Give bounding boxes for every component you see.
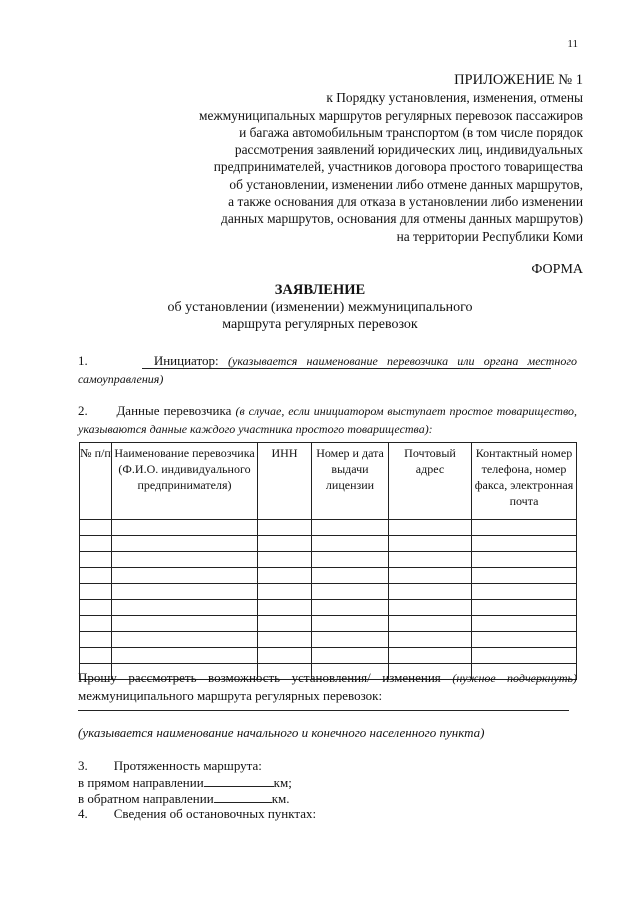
table-cell[interactable] — [112, 648, 258, 664]
section-number: 3. — [78, 758, 88, 773]
title-main: ЗАЯВЛЕНИЕ — [274, 282, 366, 298]
table-row — [80, 584, 577, 600]
table-cell[interactable] — [80, 584, 112, 600]
table-cell[interactable] — [472, 568, 577, 584]
route-endpoints-field[interactable] — [78, 710, 569, 711]
forward-length-row — [78, 774, 292, 791]
request-text-end: межмуниципального маршрута регулярных перевозок: — [78, 688, 383, 703]
table-row — [80, 536, 577, 552]
table-cell[interactable] — [258, 568, 312, 584]
reverse-label: в обратном направлении — [78, 791, 214, 806]
annex-line: к Порядку установления, изменения, отмены — [326, 90, 583, 106]
table-cell[interactable] — [472, 600, 577, 616]
table-cell[interactable] — [258, 632, 312, 648]
table-cell[interactable] — [472, 616, 577, 632]
table-cell[interactable] — [80, 536, 112, 552]
table-row — [80, 520, 577, 536]
annex-line: предпринимателей, участников договора простого товарищества — [213, 159, 583, 175]
table-cell[interactable] — [389, 648, 472, 664]
table-cell[interactable] — [258, 584, 312, 600]
table-cell[interactable] — [472, 584, 577, 600]
table-cell[interactable] — [472, 648, 577, 664]
table-cell[interactable] — [389, 568, 472, 584]
annex-block — [113, 72, 583, 245]
request-paragraph — [78, 669, 577, 705]
annex-line: данных маршрутов, основания для отмены данных маршрутов) — [221, 211, 583, 227]
page-number: 11 — [567, 38, 578, 50]
table-cell[interactable] — [258, 600, 312, 616]
table-cell[interactable] — [389, 584, 472, 600]
table-cell[interactable] — [258, 520, 312, 536]
table-row — [80, 648, 577, 664]
table-header-row — [80, 443, 577, 520]
section-number: 4. — [78, 806, 88, 821]
section-4 — [78, 806, 316, 822]
col-header-contacts: Контактный номер телефона, номер факса, электронная почта — [472, 443, 577, 520]
table-cell[interactable] — [312, 568, 389, 584]
table-cell[interactable] — [80, 648, 112, 664]
table-cell[interactable] — [472, 632, 577, 648]
table-body — [80, 520, 577, 680]
table-cell[interactable] — [389, 520, 472, 536]
table-cell[interactable] — [112, 520, 258, 536]
request-hint: (нужное подчеркнуть) — [452, 671, 578, 685]
reverse-length-field[interactable] — [214, 790, 272, 803]
section-number: 2. — [78, 403, 88, 418]
form-label: ФОРМА — [531, 262, 583, 277]
annex-line: об установлении, изменении либо отмене данных маршрутов, — [229, 176, 583, 192]
section-label: Инициатор: — [153, 353, 219, 368]
table-cell[interactable] — [389, 616, 472, 632]
table-cell[interactable] — [112, 552, 258, 568]
reverse-length-row — [78, 790, 289, 807]
annex-heading: ПРИЛОЖЕНИЕ № 1 — [454, 72, 583, 88]
table-cell[interactable] — [112, 568, 258, 584]
table-cell[interactable] — [472, 520, 577, 536]
table-cell[interactable] — [312, 600, 389, 616]
forward-label: в прямом направлении — [78, 775, 204, 790]
table-cell[interactable] — [258, 552, 312, 568]
col-header-name: Наименование перевозчика (Ф.И.О. индивидуального предпринимателя) — [112, 443, 258, 520]
col-header-address: Почтовый адрес — [389, 443, 472, 520]
table-cell[interactable] — [312, 552, 389, 568]
initiator-field[interactable] — [142, 368, 551, 369]
section-hint: (в случае, если инициатором выступает простое товарищество, указываются данные каждого участника простого товарищества): — [78, 404, 578, 436]
table-cell[interactable] — [389, 536, 472, 552]
annex-line: рассмотрения заявлений юридических лиц, индивидуальных — [234, 142, 583, 158]
table-cell[interactable] — [80, 632, 112, 648]
table-cell[interactable] — [312, 632, 389, 648]
annex-line: а также основания для отказа в установлении либо изменении — [228, 194, 583, 210]
section-hint: (указывается наименование перевозчика или органа местного самоуправления) — [78, 354, 577, 386]
section-3 — [78, 758, 262, 774]
col-header-license: Номер и дата выдачи лицензии — [312, 443, 389, 520]
table-row — [80, 568, 577, 584]
table-cell[interactable] — [80, 600, 112, 616]
section-2 — [78, 402, 577, 438]
section-1 — [78, 352, 577, 388]
table-cell[interactable] — [312, 584, 389, 600]
table-row — [80, 616, 577, 632]
table-cell[interactable] — [112, 536, 258, 552]
table-cell[interactable] — [112, 632, 258, 648]
section-label: Сведения об остановочных пунктах: — [113, 806, 317, 821]
table-cell[interactable] — [312, 536, 389, 552]
table-row — [80, 552, 577, 568]
table-cell[interactable] — [472, 552, 577, 568]
table-cell[interactable] — [389, 600, 472, 616]
forward-length-field[interactable] — [204, 774, 274, 787]
table-cell[interactable] — [258, 536, 312, 552]
forward-unit: км; — [273, 775, 292, 790]
document-title — [0, 282, 640, 333]
col-header-inn: ИНН — [258, 443, 312, 520]
table-cell[interactable] — [258, 616, 312, 632]
route-endpoints-hint: (указывается наименование начального и конечного населенного пункта) — [78, 725, 485, 740]
title-sub: об установлении (изменении) межмуниципального — [167, 300, 473, 315]
table-row — [80, 632, 577, 648]
section-number: 1. — [78, 353, 88, 368]
table-cell[interactable] — [80, 616, 112, 632]
title-sub: маршрута регулярных перевозок — [222, 317, 418, 332]
table-cell[interactable] — [112, 616, 258, 632]
carrier-table — [79, 442, 577, 680]
reverse-unit: км. — [271, 791, 290, 806]
table-cell[interactable] — [80, 568, 112, 584]
table-cell[interactable] — [112, 600, 258, 616]
table-cell[interactable] — [258, 648, 312, 664]
table-cell[interactable] — [312, 648, 389, 664]
request-text: Прошу рассмотреть возможность установления/ изменения — [78, 670, 441, 685]
section-label: Протяженность маршрута: — [113, 758, 262, 773]
table-cell[interactable] — [80, 552, 112, 568]
table-cell[interactable] — [80, 520, 112, 536]
annex-line: на территории Республики Коми — [396, 228, 583, 244]
table-cell[interactable] — [312, 616, 389, 632]
annex-line: и багажа автомобильным транспортом (в том числе порядок — [239, 124, 583, 140]
table-cell[interactable] — [389, 552, 472, 568]
section-label: Данные перевозчика — [116, 403, 232, 418]
table-row — [80, 600, 577, 616]
col-header-number: № п/п — [80, 443, 112, 520]
table-cell[interactable] — [112, 584, 258, 600]
table-cell[interactable] — [312, 520, 389, 536]
annex-line: межмуниципальных маршрутов регулярных перевозок пассажиров — [199, 107, 583, 123]
table-cell[interactable] — [472, 536, 577, 552]
table-cell[interactable] — [389, 632, 472, 648]
